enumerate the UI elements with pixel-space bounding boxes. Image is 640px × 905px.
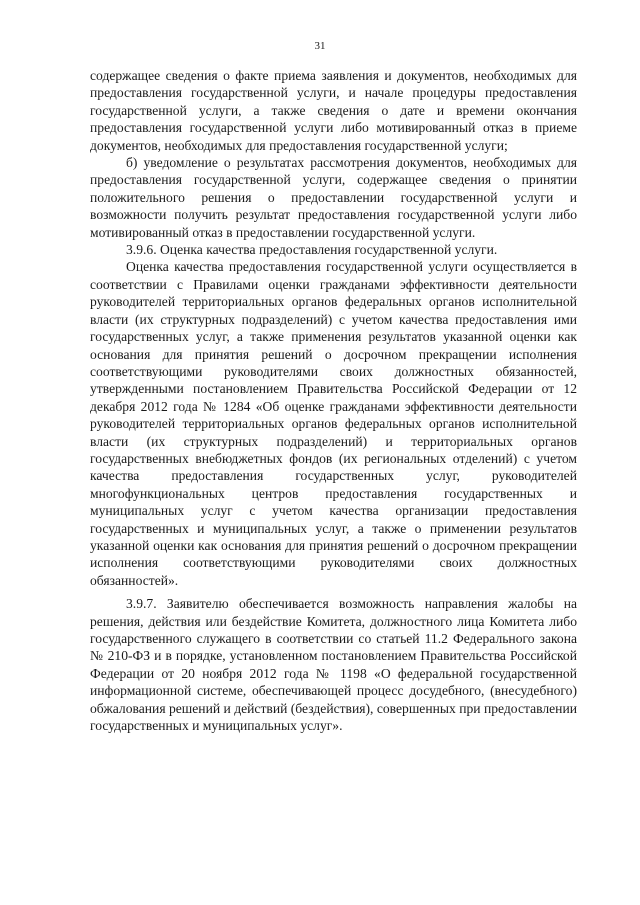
paragraph-result-notification: б) уведомление о результатах рассмотрения документов, необходимых для предоставления государственной услуги, содержащее сведения о принятии положительного решения о предоставлении государственной услуги и возможности получить результат предоставления государственной услуги либо мотивированный отказ в предоставлении государственной услуги. bbox=[90, 155, 577, 240]
document-body bbox=[90, 67, 577, 734]
paragraph-quality-assessment: Оценка качества предоставления государственной услуги осуществляется в соответствии с Правилами оценки гражданами эффективности деятельности руководителей территориальных органов федеральных органов исполнительной власти (их структурных подразделений) с учетом качества предоставления ими государственных услуг, а также применения результатов указанной оценки как основания для принятия решений о досрочном прекращении исполнения соответствующими руководителями своих должностных обязанностей, утвержденными постановлением Правительства Российской Федерации от 12 декабря 2012 года № 1284 «Об оценке гражданами эффективности деятельности руководителей территориальных органов федеральных органов исполнительной власти (их структурных подразделений) и территориальных органов государственных внебюджетных фондов (их региональных отделений) с учетом качества предоставления государственных услуг, руководителей многофункциональных центров предоставления государственных и муниципальных услуг с учетом качества организации предоставления государственных и муниципальных услуг, а также о применении результатов указанной оценки как основания для принятия решений о досрочном прекращении исполнения соответствующими руководителями своих должностных обязанностей». bbox=[90, 259, 577, 588]
paragraph-notification-details: содержащее сведения о факте приема заявления и документов, необходимых для предоставления государственной услуги, и начале процедуры предоставления государственной услуги, а также сведения о дате и времени окончания предоставления государственной услуги либо мотивированный отказ в приеме документов, необходимых для предоставления государственной услуги; bbox=[90, 68, 577, 153]
section-heading-3-9-6: 3.9.6. Оценка качества предоставления государственной услуги. bbox=[126, 242, 498, 258]
paragraph-complaint-3-9-7: 3.9.7. Заявителю обеспечивается возможность направления жалобы на решения, действия или бездействие Комитета, должностного лица Комитета либо государственного служащего в соответствии со статьей 11.2 Федерального закона № 210-ФЗ и в порядке, установленном постановлением Правительства Российской Федерации от 20 ноября 2012 года № 1198 «О федеральной государственной информационной системе, обеспечивающей процесс досудебного, (внесудебного) обжалования решений и действий (бездействия), совершенных при предоставлении государственных и муниципальных услуг». bbox=[90, 596, 577, 734]
page-number: 31 bbox=[314, 40, 326, 52]
